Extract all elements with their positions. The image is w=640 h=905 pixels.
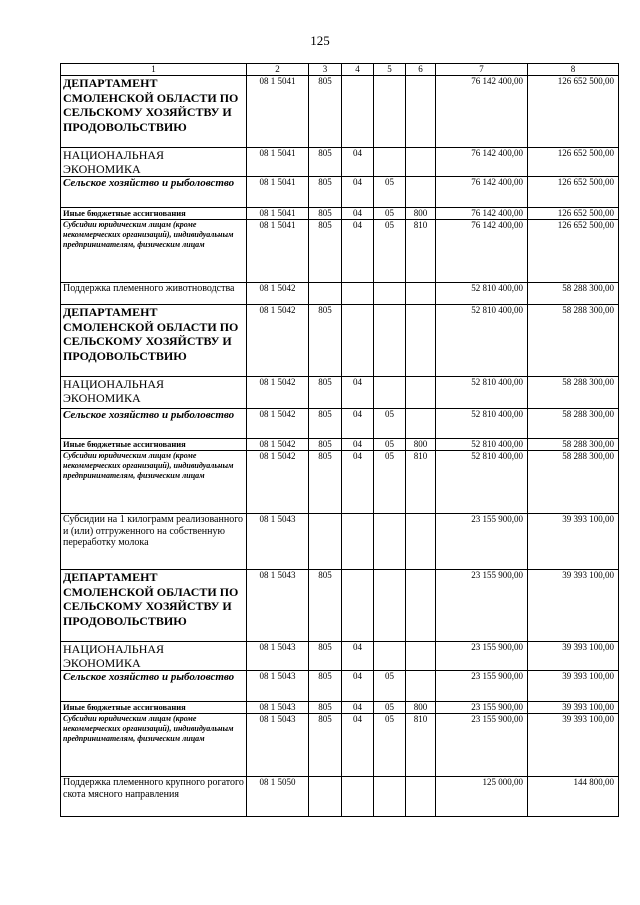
row-name: Сельское хозяйство и рыболовство [61,671,247,702]
expense-type-code [406,76,436,148]
section-code: 04 [342,377,374,409]
amount-col8: 58 288 300,00 [528,451,619,514]
section-code [342,777,374,817]
subsection-code [374,514,406,570]
expense-type-code [406,283,436,305]
column-header: 3 [309,64,342,76]
ministry-code: 805 [309,76,342,148]
target-code: 08 1 5042 [247,283,309,305]
row-name: Субсидии юридическим лицам (кроме некоммерческих организаций), индивидуальным предпринимателям, физическим лицам [61,451,247,514]
column-header: 2 [247,64,309,76]
section-code: 04 [342,439,374,451]
expense-type-code [406,514,436,570]
amount-col8: 39 393 100,00 [528,702,619,714]
table-row [61,714,619,777]
ministry-code: 805 [309,148,342,177]
section-code [342,76,374,148]
section-code: 04 [342,642,374,671]
amount-col8: 126 652 500,00 [528,177,619,208]
amount-col8: 39 393 100,00 [528,671,619,702]
target-code: 08 1 5043 [247,714,309,777]
column-header: 1 [61,64,247,76]
target-code: 08 1 5042 [247,439,309,451]
subsection-code: 05 [374,702,406,714]
amount-col7: 76 142 400,00 [436,177,528,208]
amount-col7: 23 155 900,00 [436,570,528,642]
target-code: 08 1 5041 [247,148,309,177]
row-name: Субсидии на 1 килограмм реализованного и (или) отгруженного на собственную переработку молока [61,514,247,570]
target-code: 08 1 5042 [247,451,309,514]
column-header: 6 [406,64,436,76]
amount-col7: 76 142 400,00 [436,148,528,177]
ministry-code: 805 [309,409,342,439]
row-name: НАЦИОНАЛЬНАЯ ЭКОНОМИКА [61,377,247,409]
ministry-code: 805 [309,377,342,409]
row-name: Поддержка племенного крупного рогатого скота мясного направления [61,777,247,817]
amount-col8: 126 652 500,00 [528,208,619,220]
expense-type-code: 810 [406,451,436,514]
target-code: 08 1 5041 [247,177,309,208]
section-code [342,514,374,570]
table-row [61,283,619,305]
amount-col8: 39 393 100,00 [528,514,619,570]
table-row [61,409,619,439]
target-code: 08 1 5043 [247,570,309,642]
subsection-code: 05 [374,451,406,514]
ministry-code [309,777,342,817]
table-row [61,305,619,377]
amount-col8: 126 652 500,00 [528,148,619,177]
expense-type-code [406,409,436,439]
subsection-code [374,642,406,671]
subsection-code: 05 [374,714,406,777]
budget-table [60,63,619,817]
ministry-code: 805 [309,642,342,671]
amount-col7: 52 810 400,00 [436,409,528,439]
subsection-code [374,76,406,148]
amount-col7: 52 810 400,00 [436,283,528,305]
table-row [61,177,619,208]
row-name: ДЕПАРТАМЕНТ СМОЛЕНСКОЙ ОБЛАСТИ ПО СЕЛЬСКОМУ ХОЗЯЙСТВУ И ПРОДОВОЛЬСТВИЮ [61,570,247,642]
target-code: 08 1 5042 [247,409,309,439]
section-code: 04 [342,714,374,777]
amount-col8: 39 393 100,00 [528,570,619,642]
table-row [61,76,619,148]
table-row [61,148,619,177]
row-name: Иные бюджетные ассигнования [61,439,247,451]
target-code: 08 1 5041 [247,208,309,220]
subsection-code: 05 [374,220,406,283]
table-row [61,570,619,642]
table-row [61,514,619,570]
table-row [61,702,619,714]
target-code: 08 1 5042 [247,305,309,377]
row-name: Поддержка племенного животноводства [61,283,247,305]
subsection-code: 05 [374,177,406,208]
amount-col7: 76 142 400,00 [436,220,528,283]
amount-col7: 23 155 900,00 [436,642,528,671]
target-code: 08 1 5043 [247,514,309,570]
column-header: 4 [342,64,374,76]
row-name: Сельское хозяйство и рыболовство [61,177,247,208]
ministry-code [309,283,342,305]
amount-col7: 52 810 400,00 [436,377,528,409]
section-code [342,570,374,642]
expense-type-code: 800 [406,439,436,451]
subsection-code: 05 [374,439,406,451]
row-name: НАЦИОНАЛЬНАЯ ЭКОНОМИКА [61,148,247,177]
section-code: 04 [342,702,374,714]
target-code: 08 1 5043 [247,702,309,714]
row-name: Субсидии юридическим лицам (кроме некоммерческих организаций), индивидуальным предпринимателям, физическим лицам [61,714,247,777]
amount-col7: 23 155 900,00 [436,702,528,714]
amount-col7: 52 810 400,00 [436,451,528,514]
expense-type-code [406,148,436,177]
row-name: ДЕПАРТАМЕНТ СМОЛЕНСКОЙ ОБЛАСТИ ПО СЕЛЬСКОМУ ХОЗЯЙСТВУ И ПРОДОВОЛЬСТВИЮ [61,305,247,377]
table-row [61,451,619,514]
target-code: 08 1 5041 [247,76,309,148]
expense-type-code [406,570,436,642]
column-header: 8 [528,64,619,76]
page-number: 125 [310,33,330,48]
expense-type-code [406,177,436,208]
expense-type-code [406,377,436,409]
section-code: 04 [342,409,374,439]
expense-type-code: 800 [406,208,436,220]
amount-col8: 58 288 300,00 [528,377,619,409]
table-row [61,642,619,671]
ministry-code: 805 [309,208,342,220]
row-name: ДЕПАРТАМЕНТ СМОЛЕНСКОЙ ОБЛАСТИ ПО СЕЛЬСКОМУ ХОЗЯЙСТВУ И ПРОДОВОЛЬСТВИЮ [61,76,247,148]
expense-type-code [406,642,436,671]
amount-col8: 39 393 100,00 [528,642,619,671]
row-name: Сельское хозяйство и рыболовство [61,409,247,439]
expense-type-code: 810 [406,220,436,283]
section-code: 04 [342,220,374,283]
table-row [61,208,619,220]
amount-col7: 23 155 900,00 [436,714,528,777]
row-name: Субсидии юридическим лицам (кроме некоммерческих организаций), индивидуальным предпринимателям, физическим лицам [61,220,247,283]
subsection-code [374,283,406,305]
subsection-code: 05 [374,208,406,220]
amount-col7: 52 810 400,00 [436,439,528,451]
row-name: Иные бюджетные ассигнования [61,208,247,220]
target-code: 08 1 5043 [247,671,309,702]
expense-type-code [406,777,436,817]
section-code [342,283,374,305]
target-code: 08 1 5043 [247,642,309,671]
amount-col7: 76 142 400,00 [436,208,528,220]
ministry-code: 805 [309,439,342,451]
column-header: 7 [436,64,528,76]
section-code: 04 [342,148,374,177]
amount-col8: 126 652 500,00 [528,220,619,283]
amount-col8: 58 288 300,00 [528,305,619,377]
column-header: 5 [374,64,406,76]
amount-col8: 126 652 500,00 [528,76,619,148]
table-row [61,220,619,283]
ministry-code: 805 [309,305,342,377]
amount-col7: 125 000,00 [436,777,528,817]
ministry-code: 805 [309,220,342,283]
subsection-code: 05 [374,671,406,702]
target-code: 08 1 5050 [247,777,309,817]
section-code: 04 [342,177,374,208]
table-row [61,439,619,451]
amount-col7: 23 155 900,00 [436,671,528,702]
ministry-code: 805 [309,177,342,208]
ministry-code: 805 [309,714,342,777]
ministry-code: 805 [309,702,342,714]
amount-col8: 58 288 300,00 [528,439,619,451]
amount-col8: 39 393 100,00 [528,714,619,777]
table-row [61,777,619,817]
subsection-code [374,377,406,409]
table-row [61,671,619,702]
expense-type-code: 810 [406,714,436,777]
table-row [61,377,619,409]
row-name: НАЦИОНАЛЬНАЯ ЭКОНОМИКА [61,642,247,671]
target-code: 08 1 5042 [247,377,309,409]
amount-col7: 52 810 400,00 [436,305,528,377]
ministry-code: 805 [309,570,342,642]
subsection-code [374,570,406,642]
section-code [342,305,374,377]
subsection-code [374,777,406,817]
amount-col7: 76 142 400,00 [436,76,528,148]
section-code: 04 [342,208,374,220]
subsection-code: 05 [374,409,406,439]
section-code: 04 [342,671,374,702]
expense-type-code [406,305,436,377]
amount-col8: 58 288 300,00 [528,409,619,439]
amount-col7: 23 155 900,00 [436,514,528,570]
column-number-row [61,64,619,76]
amount-col8: 144 800,00 [528,777,619,817]
subsection-code [374,148,406,177]
ministry-code [309,514,342,570]
section-code: 04 [342,451,374,514]
expense-type-code [406,671,436,702]
target-code: 08 1 5041 [247,220,309,283]
subsection-code [374,305,406,377]
expense-type-code: 800 [406,702,436,714]
amount-col8: 58 288 300,00 [528,283,619,305]
ministry-code: 805 [309,451,342,514]
row-name: Иные бюджетные ассигнования [61,702,247,714]
ministry-code: 805 [309,671,342,702]
